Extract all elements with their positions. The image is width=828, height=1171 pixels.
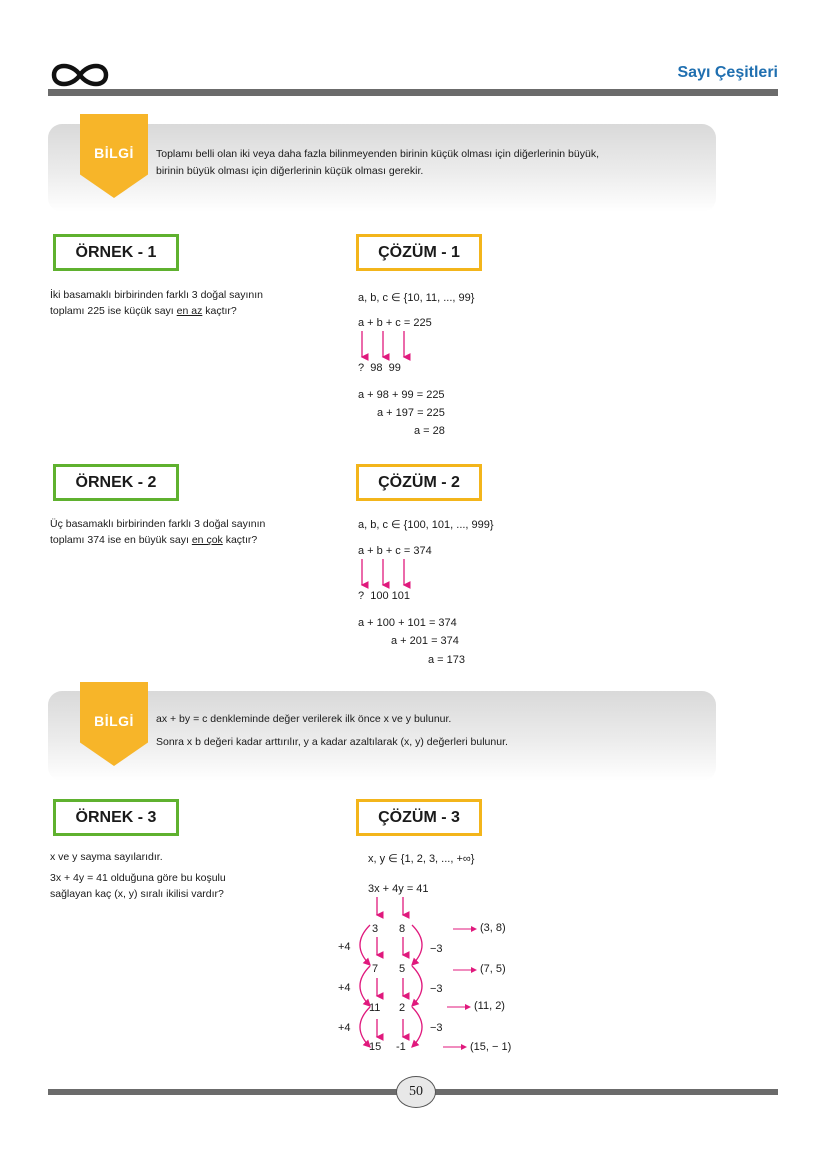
cozum-2-step1: a + 100 + 101 = 374 <box>358 617 457 629</box>
cozum-2-set: a, b, c ∈ {100, 101, ..., 999} <box>358 519 494 531</box>
plus-label-2: +4 <box>338 982 351 994</box>
bilgi-text-2b: Sonra x b değeri kadar arttırılır, y a kadar azaltılarak (x, y) değerleri bulunur. <box>156 736 508 748</box>
page-title: Sayı Çeşitleri <box>677 64 778 81</box>
x-value-4: 15 <box>369 1041 382 1053</box>
footer-line-left <box>48 1089 398 1095</box>
header-bar <box>48 89 778 96</box>
cozum-1-step3: a = 28 <box>414 425 445 437</box>
pair-4: (15, − 1) <box>470 1041 512 1053</box>
page-number: 50 <box>396 1076 436 1108</box>
cozum-3-label: ÇÖZÜM - 3 <box>356 799 482 836</box>
y-value-3: 2 <box>399 1002 406 1014</box>
y-value-2: 5 <box>399 963 406 975</box>
infinity-icon <box>50 60 110 90</box>
plus-label-3: +4 <box>338 1022 351 1034</box>
pair-3: (11, 2) <box>474 1000 505 1012</box>
y-value-4: -1 <box>396 1041 406 1053</box>
cozum-1-step2: a + 197 = 225 <box>377 407 445 419</box>
minus-label-2: −3 <box>430 983 443 995</box>
footer-line-right <box>432 1089 778 1095</box>
x-value-2: 7 <box>372 963 379 975</box>
cozum-2-step3: a = 173 <box>428 654 466 666</box>
x-value-1: 3 <box>372 923 379 935</box>
bilgi-text-1a: Toplamı belli olan iki veya daha fazla bilinmeyenden birinin küçük olması için diğerlerinin büyük, <box>156 148 599 160</box>
pair-2: (7, 5) <box>480 963 506 975</box>
question-line: x ve y sayma sayılarıdır. <box>50 851 163 863</box>
question-text: toplamı 225 ise küçük sayı <box>50 305 177 317</box>
curve-left-1 <box>360 925 370 965</box>
curve-right-1 <box>412 925 422 965</box>
cozum-1-arrows <box>355 331 415 361</box>
x-value-3: 11 <box>369 1002 381 1014</box>
question-line: sağlayan kaç (x, y) sıralı ikilisi vardır? <box>50 888 224 900</box>
question-line <box>50 532 310 548</box>
pair-1: (3, 8) <box>480 922 506 934</box>
cozum-3-equation: 3x + 4y = 41 <box>368 883 429 895</box>
ornek-1-label: ÖRNEK - 1 <box>53 234 179 271</box>
bilgi-label-2: BİLGİ <box>94 713 134 729</box>
question-underline: en az <box>176 305 203 317</box>
question-line: Üç basamaklı birbirinden farklı 3 doğal sayının <box>50 518 266 530</box>
ornek-2-label: ÖRNEK - 2 <box>53 464 179 501</box>
cozum-2-equation: a + b + c = 374 <box>358 545 432 557</box>
question-underline: en çok <box>191 534 223 546</box>
cozum-1-values: ? 98 99 <box>358 362 401 374</box>
ornek-3-question <box>50 849 310 902</box>
cozum-1-label: ÇÖZÜM - 1 <box>356 234 482 271</box>
cozum-2-label: ÇÖZÜM - 2 <box>356 464 482 501</box>
cozum-2-arrows <box>355 559 415 589</box>
bilgi-text-2a: ax + by = c denkleminde değer verilerek ilk önce x ve y bulunur. <box>156 713 452 725</box>
cozum-1-equation: a + b + c = 225 <box>358 317 432 329</box>
question-text: kaçtır? <box>222 534 258 546</box>
question-line: İki basamaklı birbirinden farklı 3 doğal sayının <box>50 289 264 301</box>
cozum-2-values: ? 100 101 <box>358 590 410 602</box>
cozum-1-step1: a + 98 + 99 = 225 <box>358 389 445 401</box>
ornek-1-question <box>50 287 310 319</box>
curve-left-2 <box>360 966 370 1006</box>
cozum-3-set: x, y ∈ {1, 2, 3, ..., +∞} <box>368 853 475 865</box>
minus-label-3: −3 <box>430 1022 443 1034</box>
cozum-2-step2: a + 201 = 374 <box>391 635 459 647</box>
y-value-1: 8 <box>399 923 406 935</box>
question-line: 3x + 4y = 41 olduğuna göre bu koşulu <box>50 872 226 884</box>
curve-right-2 <box>412 966 422 1006</box>
question-line <box>50 303 310 319</box>
question-text: toplamı 374 ise en büyük sayı <box>50 534 192 546</box>
plus-label-1: +4 <box>338 941 351 953</box>
ornek-3-label: ÖRNEK - 3 <box>53 799 179 836</box>
ornek-2-question <box>50 516 310 548</box>
bilgi-text-1b: birinin büyük olması için diğerlerinin küçük olması gerekir. <box>156 165 424 177</box>
question-text: kaçtır? <box>202 305 237 317</box>
curve-right-3 <box>412 1007 422 1047</box>
cozum-1-set: a, b, c ∈ {10, 11, ..., 99} <box>358 292 475 304</box>
bilgi-label-1: BİLGİ <box>94 145 134 161</box>
minus-label-1: −3 <box>430 943 443 955</box>
